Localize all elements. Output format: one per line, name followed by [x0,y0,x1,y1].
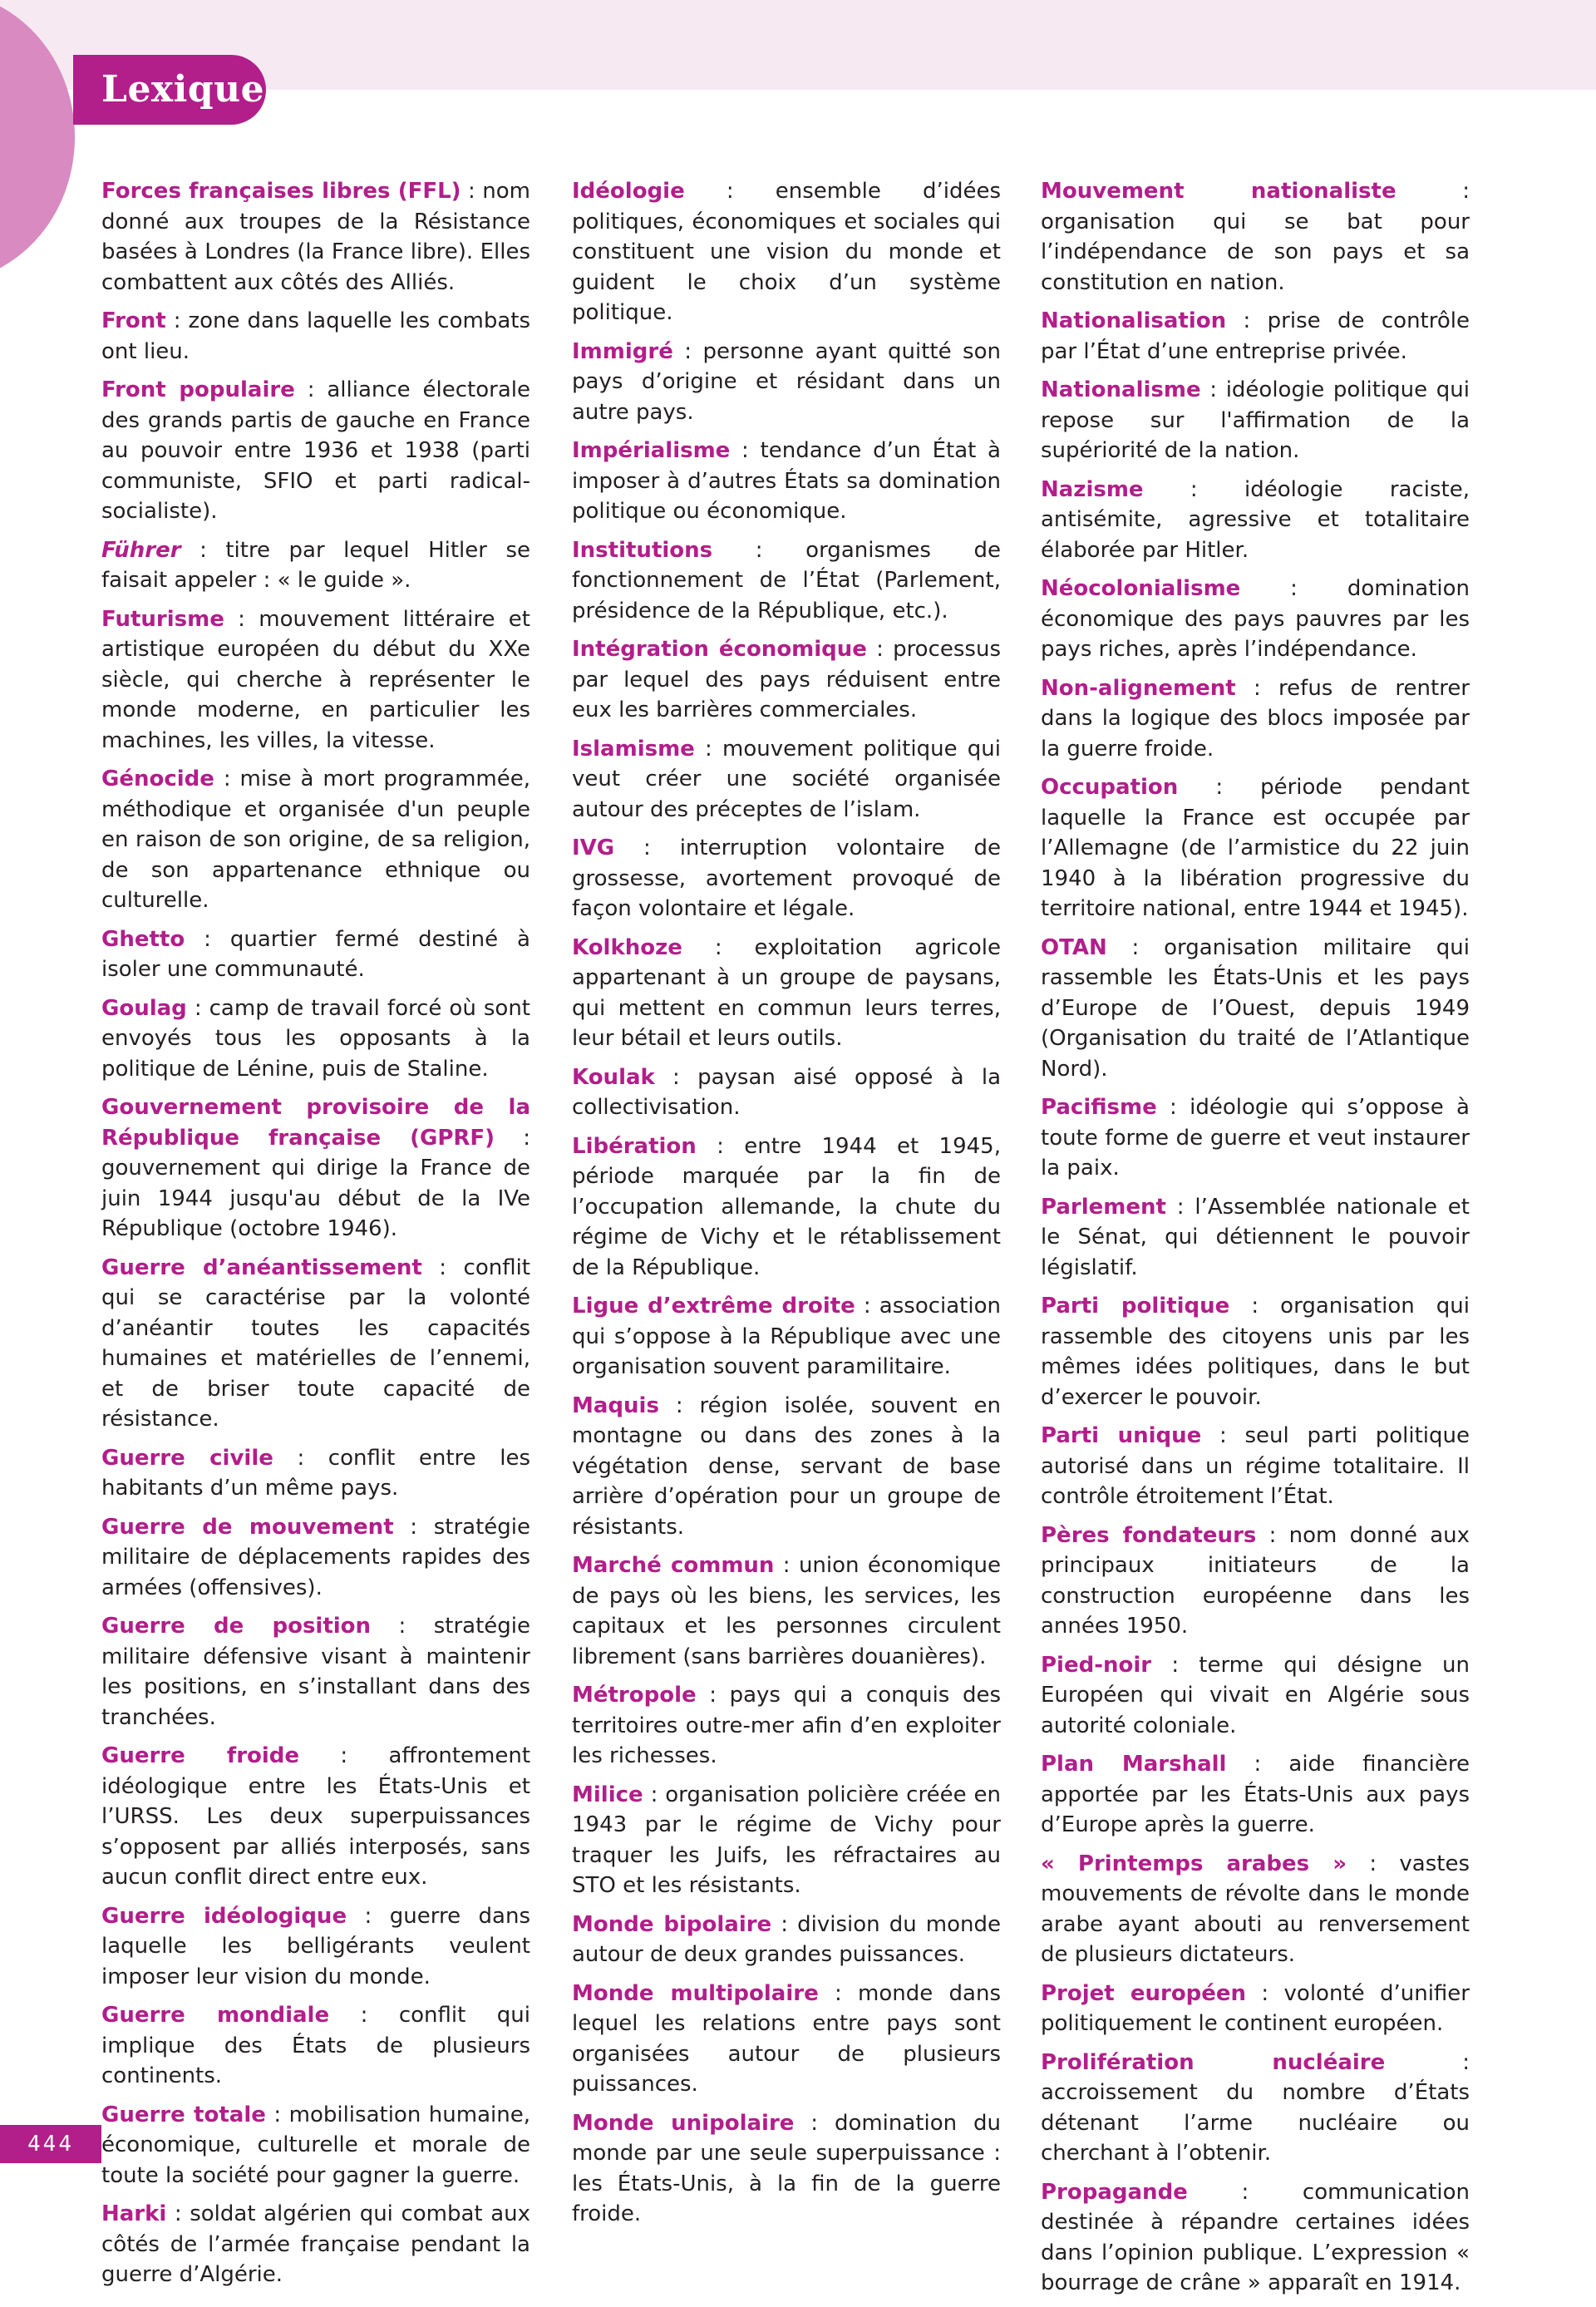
glossary-entry [572,933,1001,1054]
glossary-term: Pacifisme [1041,1095,1157,1120]
glossary-entry [572,1680,1001,1772]
glossary-entry [1041,176,1470,298]
glossary-definition: : organisation qui se bat pour l’indépendance de son pays et sa constitution en nation. [1041,179,1470,295]
glossary-definition: : aide financière apportée par les États-Unis aux pays d’Europe après la guerre. [1041,1752,1470,1837]
glossary-entry [1041,673,1470,765]
glossary-term: Projet européen [1041,1980,1247,2006]
glossary-definition: : stratégie militaire de déplacements rapides des armées (offensives). [101,1514,530,1600]
glossary-entry [572,1550,1001,1672]
glossary-entry [101,375,530,527]
glossary-entry [1041,1849,1470,1970]
glossary-term: Métropole [572,1683,697,1708]
glossary-definition: : titre par lequel Hitler se faisait appeler : « le guide ». [101,537,530,593]
glossary-entry [572,1062,1001,1123]
page-number: 444 [0,2125,101,2163]
glossary-term: Impérialisme [572,438,731,463]
glossary-term: Pères fondateurs [1041,1522,1257,1548]
glossary-definition: : domination économique des pays pauvres par les pays riches, après l’indépendance. [1041,576,1470,662]
glossary-term: Guerre de position [101,1614,372,1639]
glossary-term: Marché commun [572,1553,775,1578]
glossary-entry [572,1979,1001,2100]
glossary-entry [572,1780,1001,1901]
glossary-definition: : nom donné aux principaux initiateurs de la construction européenne dans les années 1950. [1041,1522,1470,1639]
glossary-definition: : pays qui a conquis des territoires outre-mer afin d’en exploiter les richesses. [572,1683,1001,1768]
glossary-term: Goulag [101,995,187,1021]
glossary-term: Monde bipolaire [572,1911,772,1937]
glossary-entry [1041,375,1470,466]
glossary-entry [1041,933,1470,1085]
glossary-definition: : vastes mouvements de révolte dans le monde arabe ayant abouti au renversement de plusieurs dictateurs. [1041,1851,1470,1967]
glossary-definition: : paysan aisé opposé à la collectivisation. [572,1064,1001,1120]
glossary-entry [101,176,530,298]
glossary-definition: : organismes de fonctionnement de l’État (Parlement, présidence de la République, etc.). [572,537,1001,624]
glossary-entry [101,306,530,367]
glossary-definition: : conflit qui implique des États de plusieurs continents. [101,2003,530,2088]
glossary-term: Monde unipolaire [572,2110,795,2136]
glossary-entry [101,1901,530,1993]
glossary-definition: : ensemble d’idées politiques, économiques et sociales qui constituent une vision du monde et guident le choix d’un système politique. [572,179,1001,325]
glossary-term: Parti unique [1041,1423,1202,1448]
glossary-definition: : union économique de pays où les biens, les services, les capitaux et les personnes circulent librement (sans barrières douanières). [572,1553,1001,1669]
glossary-definition: : idéologie politique qui repose sur l'affirmation de la supériorité de la nation. [1041,377,1470,463]
glossary-entry [572,176,1001,328]
glossary-entry [1041,2177,1470,2299]
glossary-term: Idéologie [572,179,685,204]
glossary-definition: : guerre dans laquelle les belligérants veulent imposer leur vision du monde. [101,1903,530,1989]
glossary-entry [101,2100,530,2191]
glossary-term: Non-alignement [1041,675,1236,701]
glossary-definition: : stratégie militaire défensive visant à maintenir les positions, en s’installant dans des tranchées. [101,1614,530,1730]
glossary-term: Ghetto [101,926,185,952]
glossary-column-3 [1041,176,1470,2307]
glossary-definition: : accroissement du nombre d’États détenant l’arme nucléaire ou cherchant à l’obtenir. [1041,2049,1470,2166]
glossary-term: Islamisme [572,736,695,762]
glossary-entry [101,1741,530,1893]
glossary-term: Futurisme [101,606,224,632]
glossary-entry [1041,306,1470,367]
glossary-term: Guerre de mouvement [101,1514,394,1540]
glossary-term: Parti politique [1041,1294,1230,1319]
glossary-entry [101,604,530,757]
glossary-entry [1041,1521,1470,1642]
glossary-term: Parlement [1041,1194,1166,1220]
glossary-definition: : mise à mort programmée, méthodique et organisée d'un peuple en raison de son origine, de sa religion, de son appartenance ethnique ou culturelle. [101,767,530,913]
glossary-definition: : soldat algérien qui combat aux côtés de l’armée française pendant la guerre d’Algérie. [101,2201,530,2287]
glossary-definition: : nom donné aux troupes de la Résistance basées à Londres (la France libre). Elles combattent aux côtés des Alliés. [101,179,530,295]
glossary-entry [101,1092,530,1245]
glossary-definition: : entre 1944 et 1945, période marquée par la fin de l’occupation allemande, la chute du régime de Vichy et le rétablissement de la République. [572,1133,1001,1280]
glossary-definition: : terme qui désigne un Européen qui vivait en Algérie sous autorité coloniale. [1041,1652,1470,1738]
glossary-definition: : idéologie raciste, antisémite, agressive et totalitaire élaborée par Hitler. [1041,476,1470,563]
glossary-entry [572,634,1001,726]
glossary-term: Guerre civile [101,1445,273,1471]
glossary-entry [572,436,1001,527]
glossary-entry [1041,1291,1470,1412]
glossary-entry [572,833,1001,924]
glossary-entry [1041,574,1470,665]
glossary-definition: : monde dans lequel les relations entre pays sont organisées autour de plusieurs puissances. [572,1980,1001,2097]
glossary-term: Institutions [572,537,713,563]
glossary-entry [1041,1749,1470,1841]
page-title: Lexique [73,55,266,125]
glossary-entry [1041,1192,1470,1284]
glossary-definition: : période pendant laquelle la France est occupée par l’Allemagne (de l’armistice du 22 juin 1940 à la libération progressive du territoire national, entre 1944 et 1945). [1041,775,1470,921]
glossary-entry [1041,2048,1470,2169]
glossary-term: Guerre froide [101,1743,300,1768]
glossary-definition: : seul parti politique autorisé dans un régime totalitaire. Il contrôle étroitement l’État. [1041,1423,1470,1509]
glossary-definition: : refus de rentrer dans la logique des blocs imposée par la guerre froide. [1041,675,1470,762]
glossary-term: Guerre d’anéantissement [101,1255,422,1280]
glossary-definition: : alliance électorale des grands partis de gauche en France au pouvoir entre 1936 et 1938 (parti communiste, SFIO et parti radical-socialiste). [101,377,530,524]
glossary-entry [1041,1092,1470,1184]
glossary-term: Monde multipolaire [572,1980,819,2006]
glossary-entry [1041,1421,1470,1512]
glossary-definition: : affrontement idéologique entre les États-Unis et l’URSS. Les deux superpuissances s’opposent par alliés interposés, sans aucun conflit direct entre eux. [101,1743,531,1890]
glossary-definition: : quartier fermé destiné à isoler une communauté. [101,926,530,982]
glossary-entry [572,2108,1001,2230]
glossary-definition: : tendance d’un État à imposer à d’autres États sa domination politique ou économique. [572,438,1001,524]
glossary-columns [101,176,1473,2295]
glossary-term: Mouvement nationaliste [1041,179,1396,204]
glossary-term: Koulak [572,1064,655,1090]
glossary-definition: : mouvement littéraire et artistique européen du début du XXe siècle, qui cherche à représenter le monde moderne, en particulier les machines, les villes, la vitesse. [101,606,530,753]
glossary-term: Immigré [572,338,673,364]
glossary-term: Ligue d’extrême droite [572,1294,855,1319]
glossary-term: Plan Marshall [1041,1752,1227,1777]
glossary-definition: : zone dans laquelle les combats ont lieu. [101,308,530,364]
glossary-term: Occupation [1041,775,1179,800]
glossary-definition: : l’Assemblée nationale et le Sénat, qui détiennent le pouvoir législatif. [1041,1194,1470,1280]
glossary-entry [572,734,1001,826]
glossary-definition: : gouvernement qui dirige la France de juin 1944 jusqu'au début de la IVe République (octobre 1946). [101,1125,530,1241]
glossary-term: Maquis [572,1393,659,1418]
glossary-entry [101,1512,530,1604]
glossary-definition: : organisation policière créée en 1943 par le régime de Vichy pour traquer les Juifs, les réfractaires au STO et les résistants. [572,1782,1001,1898]
glossary-definition: : communication destinée à répandre certaines idées dans l’opinion publique. L’expression « bourrage de crâne » apparaît en 1914. [1041,2179,1470,2295]
glossary-term: Libération [572,1133,697,1159]
glossary-definition: : prise de contrôle par l’État d’une entreprise privée. [1041,308,1470,364]
glossary-entry [572,337,1001,428]
glossary-term: Prolifération nucléaire [1041,2049,1386,2075]
glossary-definition: : idéologie qui s’oppose à toute forme de guerre et veut instaurer la paix. [1041,1095,1470,1181]
glossary-definition: : conflit qui se caractérise par la volonté d’anéantir toutes les capacités humaines et matérielles de l’ennemi, et de briser toute capacité de résistance. [101,1255,531,1432]
glossary-entry [572,1910,1001,1970]
glossary-term: Harki [101,2201,167,2226]
glossary-term: Gouvernement provisoire de la République française (GPRF) [101,1095,530,1151]
glossary-entry [572,1131,1001,1284]
glossary-entry [1041,1650,1470,1742]
glossary-entry [1041,772,1470,924]
glossary-entry [572,1391,1001,1543]
glossary-entry [101,1611,530,1733]
glossary-entry [101,993,530,1085]
glossary-term: Nationalisation [1041,308,1227,333]
glossary-entry [101,535,530,596]
glossary-definition: : association qui s’oppose à la République avec une organisation souvent paramilitaire. [572,1294,1001,1379]
glossary-definition: : interruption volontaire de grossesse, avortement provoqué de façon volontaire et légale. [572,836,1001,921]
glossary-definition: : région isolée, souvent en montagne ou dans des zones à la végétation dense, servant de base arrière d’opération pour un groupe de résistants. [572,1393,1001,1540]
glossary-entry [101,764,530,916]
glossary-definition: : organisation qui rassemble des citoyens unis par les mêmes idées politiques, dans le but d’exercer le pouvoir. [1041,1294,1470,1410]
glossary-term: Intégration économique [572,637,867,662]
glossary-definition: : processus par lequel des pays réduisent entre eux les barrières commerciales. [572,637,1002,722]
glossary-definition: : division du monde autour de deux grandes puissances. [572,1911,1001,1967]
glossary-term: Front populaire [101,377,295,402]
glossary-definition: : personne ayant quitté son pays d’origine et résidant dans un autre pays. [572,338,1001,425]
glossary-definition: : conflit entre les habitants d’un même pays. [101,1445,531,1501]
glossary-definition: : mouvement politique qui veut créer une société organisée autour des préceptes de l’islam. [572,736,1001,822]
glossary-entry [101,2199,530,2290]
glossary-entry [572,1291,1001,1383]
glossary-entry [101,924,530,985]
glossary-term: Front [101,308,166,333]
glossary-term: Génocide [101,767,214,791]
glossary-term: Guerre totale [101,2102,266,2127]
glossary-term: Nazisme [1041,476,1144,502]
glossary-definition: : organisation militaire qui rassemble les États-Unis et les pays d’Europe de l’Ouest, depuis 1949 (Organisation du traité de l’Atlantique Nord). [1041,934,1470,1082]
glossary-entry [101,1253,530,1435]
glossary-term: Milice [572,1782,643,1807]
glossary-term: OTAN [1041,934,1107,960]
glossary-column-1 [101,176,530,2299]
glossary-definition: : domination du monde par une seule superpuissance : les États-Unis, à la fin de la guerre froide. [572,2110,1001,2226]
glossary-term: Propagande [1041,2179,1188,2205]
glossary-definition: : exploitation agricole appartenant à un groupe de paysans, qui mettent en commun leurs terres, leur bétail et leurs outils. [572,934,1001,1051]
glossary-term: Forces françaises libres (FFL) [101,179,461,204]
glossary-definition: : camp de travail forcé où sont envoyés tous les opposants à la politique de Lénine, puis de Staline. [101,995,530,1082]
glossary-definition: : volonté d’unifier politiquement le continent européen. [1041,1980,1470,2036]
glossary-entry [1041,1979,1470,2039]
glossary-entry [572,535,1001,627]
glossary-term: Pied-noir [1041,1652,1152,1678]
glossary-entry [101,2000,530,2092]
glossary-term: Führer [101,537,181,563]
glossary-entry [101,1443,530,1504]
glossary-entry [1041,475,1470,566]
glossary-term: Nationalisme [1041,377,1201,402]
glossary-column-2 [572,176,1001,2238]
glossary-term: Néocolonialisme [1041,576,1241,601]
glossary-term: Kolkhoze [572,934,682,960]
glossary-term: Guerre idéologique [101,1903,347,1929]
glossary-term: IVG [572,836,615,860]
glossary-term: « Printemps arabes » [1041,1851,1347,1876]
glossary-definition: : mobilisation humaine, économique, culturelle et morale de toute la société pour gagner la guerre. [101,2102,530,2188]
glossary-term: Guerre mondiale [101,2003,330,2028]
